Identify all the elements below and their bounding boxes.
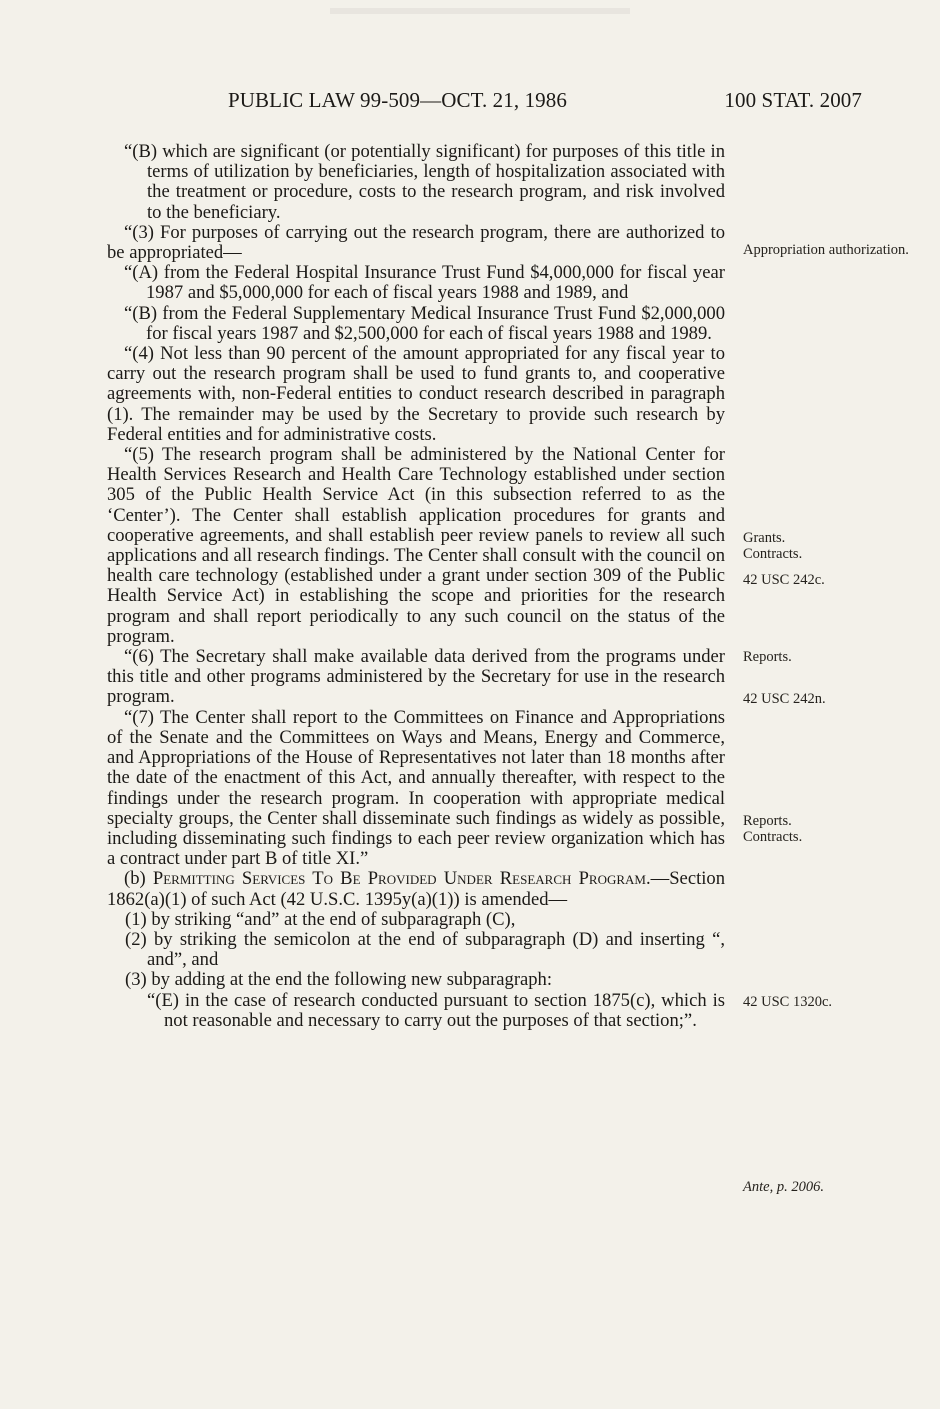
margin-note-reports-2: Reports. bbox=[743, 813, 792, 829]
margin-note-contracts: Contracts. bbox=[743, 546, 803, 562]
paragraph-3: “(3) For purposes of carrying out the research program, there are authorized to be appropriated— bbox=[107, 221, 725, 264]
margin-note-grants: Grants. bbox=[743, 530, 786, 546]
paragraph-6: “(6) The Secretary shall make available data derived from the programs under this title and other programs administered by the Secretary for use in the research program. bbox=[107, 646, 725, 708]
section-b-text: —Section 1862(a)(1) of such Act (42 U.S.C. 1395y(a)(1)) is amended— bbox=[107, 868, 725, 910]
margin-note-42-usc-1320c: 42 USC 1320c. bbox=[743, 994, 833, 1010]
section-b-heading: Permitting Services To Be Provided Under Research Program. bbox=[152, 868, 651, 890]
paragraph-4: “(4) Not less than 90 percent of the amount appropriated for any fiscal year to carry out the research program shall be used to fund grants to, and cooperative agreements with, non-Federal entities to conduct research described in paragraph (1). The remainder may be used by the Secretary to provide such research by Federal entities and for administrative costs. bbox=[107, 343, 725, 445]
amendment-1: (1) by striking “and” at the end of subparagraph (C), bbox=[125, 908, 516, 930]
margin-note-reports: Reports. bbox=[743, 649, 792, 665]
section-b-label: (b) bbox=[124, 868, 146, 890]
margin-note-contracts-2: Contracts. bbox=[743, 829, 803, 845]
section-b bbox=[107, 869, 725, 909]
new-subparagraph-e: “(E) in the case of research conducted pursuant to section 1875(c), which is not reasonable and necessary to carry out the purposes of that section;”. bbox=[147, 989, 725, 1031]
paragraph-2-b: “(B) which are significant (or potentially significant) for purposes of this title in terms of utilization by beneficiaries, length of hospitalization associated with the treatment or procedure, costs to the research program, and risk involved to the beneficiary. bbox=[124, 141, 725, 223]
paragraph-3-a: “(A) from the Federal Hospital Insurance Trust Fund $4,000,000 for fiscal year 1987 and $5,000,000 for each of fiscal years 1988 and 1989, and bbox=[124, 262, 725, 304]
margin-note-42-usc-242c: 42 USC 242c. bbox=[743, 572, 825, 588]
header-stat-page: 100 STAT. 2007 bbox=[724, 88, 862, 112]
paragraph-3-b: “(B) from the Federal Supplementary Medical Insurance Trust Fund $2,000,000 for fiscal years 1987 and $2,500,000 for each of fiscal years 1988 and 1989. bbox=[124, 302, 725, 344]
margin-note-42-usc-242n: 42 USC 242n. bbox=[743, 691, 826, 707]
page-header bbox=[180, 88, 870, 122]
margin-note-appropriation: Appropriation authorization. bbox=[743, 242, 909, 258]
body-text bbox=[107, 142, 725, 1031]
paragraph-7: “(7) The Center shall report to the Committees on Finance and Appropriations of the Senate and the Committees on Ways and Means, Energy and Commerce, and Appropriations of the House of Representatives not later than 18 months after the date of the enactment of this Act, and annually thereafter, with respect to the findings under the research program. In cooperation with appropriate medical specialty groups, the Center shall disseminate such findings as widely as possible, including disseminating such findings to each peer review organization which has a contract under part B of title XI.” bbox=[107, 706, 725, 870]
margin-note-ante: Ante, p. 2006. bbox=[743, 1179, 824, 1195]
paragraph-5: “(5) The research program shall be administered by the National Center for Health Services Research and Health Care Technology established under section 305 of the Public Health Service Act (in this subsection referred to as the ‘Center’). The Center shall establish application procedures for grants and cooperative agreements, and shall establish peer review panels to review all such applications and all research findings. The Center shall consult with the council on health care technology (established under a grant under section 309 of the Public Health Service Act) in establishing the scope and priorities for the research program and shall report periodically to any such council on the status of the program. bbox=[107, 444, 725, 647]
bleed-through-mark bbox=[330, 8, 630, 28]
amendment-2: (2) by striking the semicolon at the end of subparagraph (D) and inserting “, and”, and bbox=[125, 928, 725, 971]
amendment-3: (3) by adding at the end the following new subparagraph: bbox=[125, 969, 553, 991]
header-law-citation: PUBLIC LAW 99-509—OCT. 21, 1986 bbox=[228, 88, 567, 112]
